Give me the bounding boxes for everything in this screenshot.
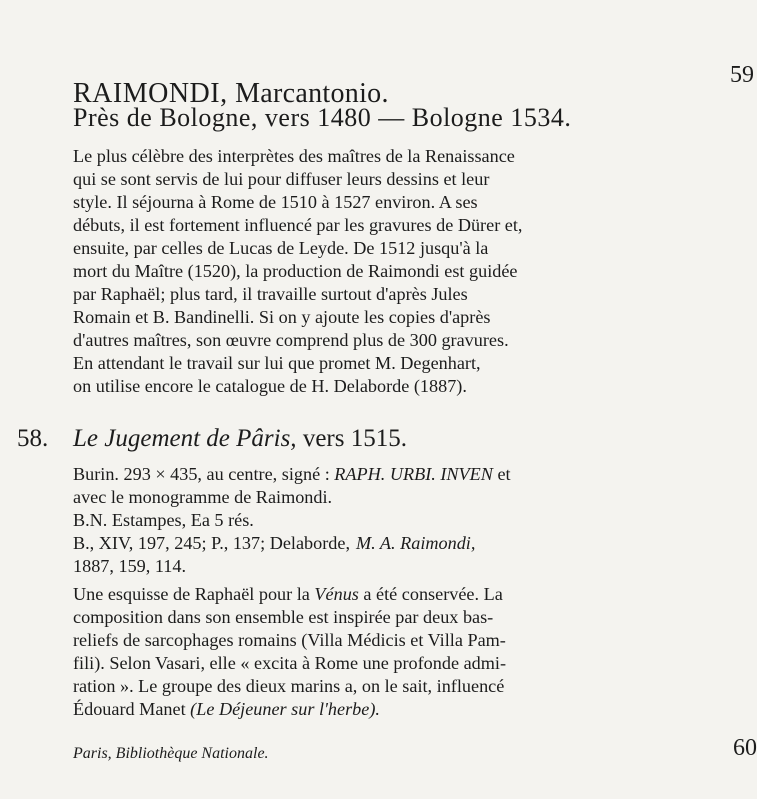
- artwork-details: [73, 463, 511, 578]
- artist-dates: Près de Bologne, vers 1480 — Bologne 1534.: [73, 103, 572, 132]
- biography-line: En attendant le travail sur lui que promet M. Degenhart,: [73, 353, 481, 373]
- biography-line: par Raphaël; plus tard, il travaille surtout d'après Jules: [73, 284, 468, 304]
- description-line: fili). Selon Vasari, elle « excita à Rome une profonde admi-: [73, 653, 506, 673]
- description-text: a été conservée. La: [358, 584, 503, 604]
- credit-line: Paris, Bibliothèque Nationale.: [73, 745, 269, 762]
- description-line: [73, 698, 506, 721]
- references-text: B., XIV, 197, 245; P., 137; Delaborde,: [73, 533, 351, 553]
- artwork-title: Le Jugement de Pâris,: [73, 425, 297, 452]
- signature-text: RAPH. URBI. INVEN: [334, 464, 493, 484]
- biography-line: débuts, il est fortement influencé par les gravures de Dürer et,: [73, 215, 523, 235]
- page-number-bottom: 60: [733, 735, 757, 761]
- description-text: Édouard Manet: [73, 699, 191, 719]
- reference-title: M. A. Raimondi,: [356, 533, 476, 553]
- description-text: Une esquisse de Raphaël pour la: [73, 584, 315, 604]
- biography-line: on utilise encore le catalogue de H. Delaborde (1887).: [73, 376, 467, 396]
- biography-line: style. Il séjourna à Rome de 1510 à 1527 environ. A ses: [73, 192, 478, 212]
- biography-line: qui se sont servis de lui pour diffuser leurs dessins et leur: [73, 169, 490, 189]
- artist-surname: RAIMONDI,: [73, 78, 228, 109]
- biography-line: mort du Maître (1520), la production de Raimondi est guidée: [73, 261, 518, 281]
- page-number-top: 59: [730, 62, 754, 88]
- technique-text: Burin. 293 × 435, au centre, signé :: [73, 464, 335, 484]
- artwork-date: vers 1515.: [302, 425, 407, 452]
- description-italic: Vénus: [314, 584, 359, 604]
- description-italic: (Le Déjeuner sur l'herbe).: [190, 699, 380, 719]
- technique-end: et: [492, 464, 511, 484]
- artwork-description: [73, 583, 506, 721]
- location-line: B.N. Estampes, Ea 5 rés.: [73, 510, 254, 530]
- artist-biography: [73, 145, 522, 398]
- biography-line: ensuite, par celles de Lucas de Leyde. De 1512 jusqu'à la: [73, 238, 489, 258]
- entry-number: 58.: [17, 425, 49, 452]
- biography-line: d'autres maîtres, son œuvre comprend plus de 300 gravures.: [73, 330, 509, 350]
- entry-heading: [73, 425, 407, 453]
- biography-line: Romain et B. Bandinelli. Si on y ajoute les copies d'après: [73, 307, 491, 327]
- biography-line: Le plus célèbre des interprètes des maîtres de la Renaissance: [73, 146, 515, 166]
- references-line: [73, 532, 511, 555]
- description-line: composition dans son ensemble est inspirée par deux bas-: [73, 607, 494, 627]
- description-line: ration ». Le groupe des dieux marins a, on le sait, influencé: [73, 676, 505, 696]
- technique-line: [73, 463, 511, 486]
- monogram-line: avec le monogramme de Raimondi.: [73, 487, 333, 507]
- description-line: reliefs de sarcophages romains (Villa Médicis et Villa Pam-: [73, 630, 506, 650]
- references-tail: 1887, 159, 114.: [73, 556, 186, 576]
- description-line: [73, 583, 506, 606]
- artist-first-name: Marcantonio.: [235, 78, 389, 109]
